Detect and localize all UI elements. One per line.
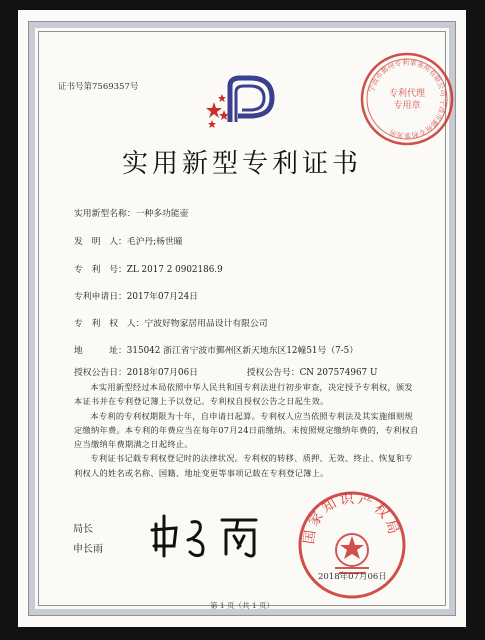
- page-footer: 第 1 页（共 1 页）: [209, 601, 275, 610]
- pub-no-label: 授权公告号：: [246, 368, 300, 378]
- field-value: 一种多功能壶: [135, 209, 189, 219]
- field-value: ZL 2017 2 0902186.9: [126, 265, 223, 275]
- field-label: 专 利 号：: [74, 265, 127, 275]
- body-paragraph: 本专利的专利权期限为十年，自申请日起算。专利权人应当依照专利法及其实施细则规定缴纳年费。本专利的年费应当在每年07月24日前缴纳。未按照规定缴纳年费的，专利权自应当缴纳年费期满之日起终止。: [74, 410, 419, 450]
- director-signature-icon: [148, 510, 278, 560]
- field-value: 毛沪丹;杨世曈: [126, 237, 183, 247]
- field-row-filing-date: [74, 289, 198, 302]
- body-paragraph: 本实用新型经过本局依照中华人民共和国专利法进行初步审查，决定授予专利权，颁发本证书并在专利登记簿上予以登记。专利权自授权公告之日起生效。: [74, 382, 413, 407]
- svg-text:宁波市鄞州专利事务所有限公司 宁波市鄞州专利事务所: 宁波市鄞州专利事务所有限公司 宁波市鄞州专利事务所: [367, 58, 448, 140]
- field-row-address: [74, 343, 358, 356]
- field-value: 2017年07月24日: [126, 292, 198, 302]
- field-row-patent-no: [74, 262, 223, 275]
- grant-date: 2018年07月06日: [126, 368, 198, 378]
- field-value: 宁波好物家居用品设计有限公司: [144, 319, 268, 329]
- certificate-body: [74, 380, 419, 480]
- field-label: 专 利 权 人：: [74, 319, 145, 329]
- body-paragraph: 专利证书记载专利权登记时的法律状况。专利权的转移、质押、无效、终止、恢复和专利权人的姓名或名称、国籍、地址变更等事项记载在专利登记簿上。: [74, 453, 413, 478]
- grant-date-label: 授权公告日：: [74, 368, 127, 378]
- certificate-paper: [18, 10, 466, 627]
- field-label: 地 址：: [74, 346, 127, 356]
- director-title: 局长: [73, 524, 93, 535]
- field-label: 发 明 人：: [74, 237, 127, 247]
- stamp-date: 2018年07月06日: [318, 572, 387, 582]
- field-label: 实用新型名称：: [74, 209, 136, 219]
- certificate-number: 证书号第7569357号: [58, 82, 139, 92]
- national-ip-seal-icon: [295, 488, 409, 602]
- pub-no: CN 207574967 U: [299, 368, 378, 378]
- field-value: 315042 浙江省宁波市鄞州区新天地东区12幢51号（7-5）: [126, 346, 359, 356]
- field-row-patentee: [74, 316, 268, 329]
- patent-office-logo-icon: [206, 72, 278, 132]
- field-row-grant: [74, 365, 377, 378]
- certificate-title: 实用新型专利证书: [121, 149, 362, 179]
- director-name: 申长雨: [73, 544, 103, 555]
- svg-text:专用章: 专用章: [393, 101, 421, 111]
- top-seal-stamp-icon: [358, 50, 456, 148]
- field-label: 专利申请日：: [74, 292, 127, 302]
- field-row-inventor: [74, 234, 183, 247]
- field-row-name: [74, 206, 188, 219]
- svg-text:专利代理: 专利代理: [388, 89, 426, 99]
- seal-text: 国家知识产权局: [301, 490, 403, 546]
